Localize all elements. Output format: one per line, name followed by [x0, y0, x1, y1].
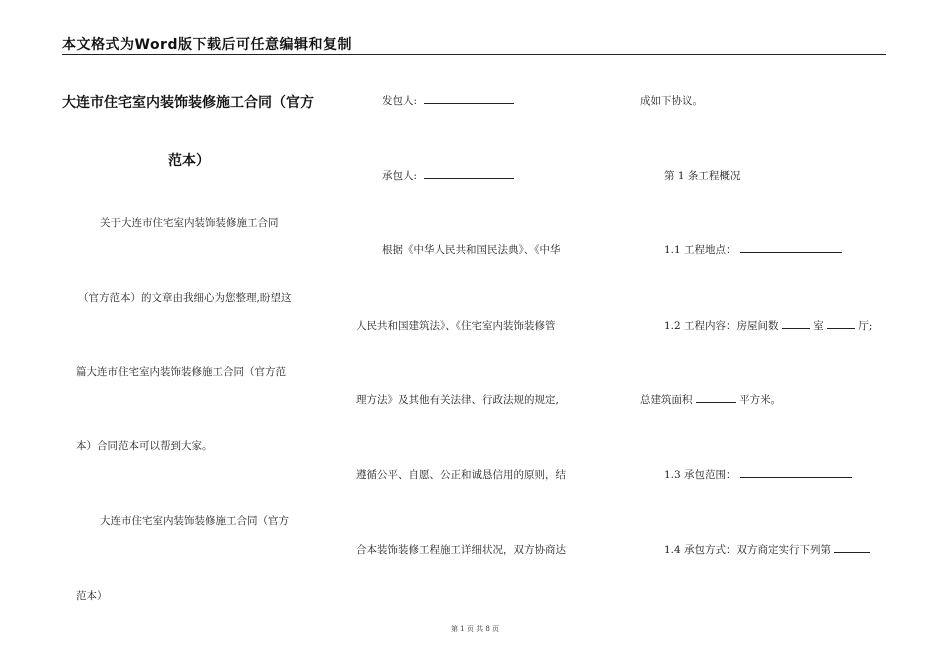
room-unit: 室: [813, 320, 824, 332]
column-middle: [356, 0, 606, 672]
total-area-line: [640, 392, 781, 407]
total-area-blank: [696, 392, 736, 403]
document-title-line1: 大连市住宅室内装饰装修施工合同（官方: [62, 95, 314, 111]
scope-blank: [740, 467, 852, 478]
halls-count-blank: [827, 318, 855, 329]
contractor-label: 承包人:: [382, 170, 418, 182]
intro-line-2: （官方范本）的文章由我细心为您整理,盼望这: [78, 292, 292, 304]
basis-line-3: 理方法》及其他有关法律、行政法规的规定,: [356, 394, 559, 406]
item-1-3-label: 1.3 承包范围：: [664, 469, 737, 481]
contract-method-blank: [834, 542, 870, 553]
basis-line-1: 根据《中华人民共和国民法典》、《中华: [382, 244, 561, 256]
intro-line-4: 本）合同范本可以帮到大家。: [76, 440, 213, 452]
employer-label: 发包人:: [382, 95, 418, 107]
contractor-field: [382, 168, 514, 183]
document-title-line2: 范本）: [168, 153, 210, 169]
project-location-blank: [740, 242, 842, 253]
area-unit: 平方米。: [739, 394, 782, 406]
item-1-1: [664, 242, 842, 257]
item-1-4: [664, 542, 870, 557]
employer-field: [382, 93, 514, 108]
intro-line-3: 篇大连市住宅室内装饰装修施工合同（官方范: [76, 366, 286, 378]
item-1-1-label: 1.1 工程地点：: [664, 244, 737, 256]
article-1-heading: 第 1 条工程概况: [664, 170, 741, 182]
item-1-2: [664, 318, 872, 333]
header-title: 本文格式为Word版下载后可任意编辑和复制: [62, 37, 352, 53]
rooms-count-blank: [782, 318, 810, 329]
basis-line-5: 合本装饰装修工程施工详细状况，双方协商达: [356, 544, 566, 556]
total-area-label: 总建筑面积: [640, 394, 693, 406]
hall-unit: 厅;: [858, 320, 873, 332]
column-left: [60, 0, 328, 672]
item-1-4-label: 1.4 承包方式：双方商定实行下列第: [664, 544, 832, 556]
page-footer: 第 1 页 共 8 页: [450, 625, 500, 633]
agreement-line: 成如下协议。: [640, 95, 703, 107]
column-right: [640, 0, 900, 672]
basis-line-4: 遵循公平、自愿、公正和诚恳信用的原则，结: [356, 469, 566, 481]
intro-line-1: 关于大连市住宅室内装饰装修施工合同: [100, 217, 279, 229]
employer-blank: [424, 93, 514, 104]
item-1-2-label: 1.2 工程内容：房屋间数: [664, 320, 779, 332]
item-1-3: [664, 467, 852, 482]
basis-line-2: 人民共和国建筑法》、《住宅室内装饰装修管: [356, 320, 556, 332]
subtitle-line-1: 大连市住宅室内装饰装修施工合同（官方: [100, 515, 289, 527]
contractor-blank: [424, 168, 514, 179]
subtitle-line-2: 范本）: [76, 590, 108, 602]
